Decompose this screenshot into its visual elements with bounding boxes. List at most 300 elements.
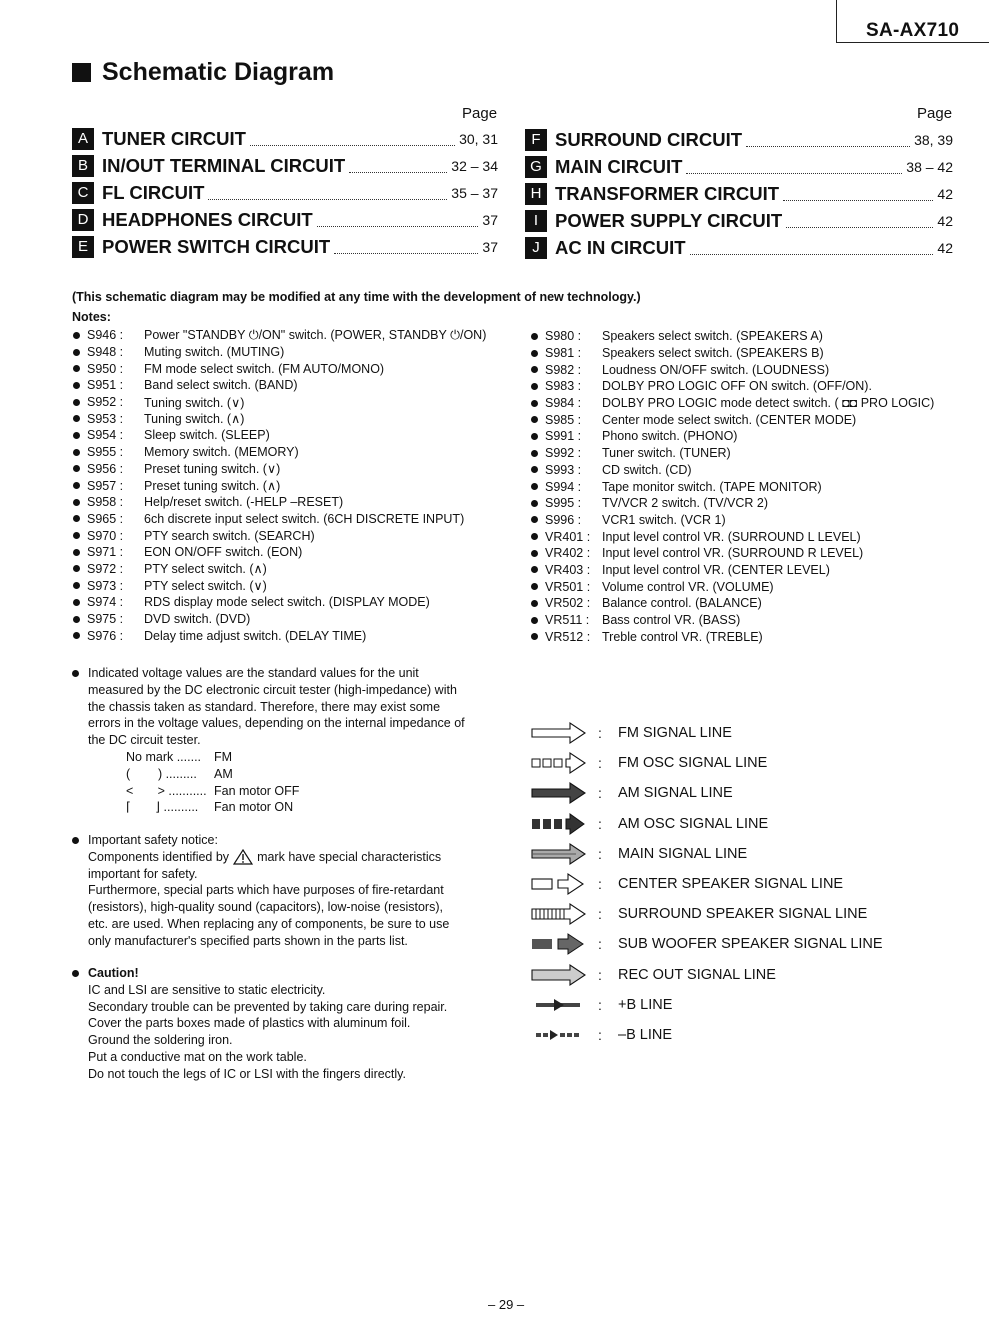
safety-note-text: mark have special characteristics — [257, 849, 442, 864]
toc-left — [72, 125, 498, 260]
legend-row — [530, 929, 883, 959]
section-letter-icon: D — [72, 209, 94, 231]
legend-row — [530, 869, 883, 899]
legend-colon: : — [598, 815, 602, 832]
toc-item-page: 38, 39 — [914, 131, 953, 148]
caution-line: Do not touch the legs of IC or LSI with the fingers directly. — [88, 1066, 406, 1081]
toc-item[interactable] — [525, 180, 953, 207]
toc-item-name: AC IN CIRCUIT — [555, 236, 686, 258]
bullet-icon — [73, 515, 80, 522]
safety-note-line: important for safety. — [88, 866, 198, 881]
switch-description: DOLBY PRO LOGIC mode detect switch. ( ◘◘ PRO LOGIC) — [602, 396, 935, 411]
voltage-mark-meaning: AM — [214, 766, 233, 781]
switch-row — [73, 627, 486, 644]
switch-code: S970 : — [87, 528, 124, 543]
voltage-marks — [126, 749, 498, 816]
switch-row — [73, 360, 486, 377]
section-letter-icon: B — [72, 155, 94, 177]
bullet-icon — [73, 349, 80, 356]
switch-row — [531, 595, 934, 612]
switch-description: CD switch. (CD) — [602, 462, 692, 477]
bullet-icon — [73, 582, 80, 589]
legend-label: FM OSC SIGNAL LINE — [618, 755, 768, 772]
switch-row — [531, 361, 934, 378]
switch-description: Center mode select switch. (CENTER MODE) — [602, 412, 857, 427]
toc-item[interactable] — [525, 207, 953, 234]
legend-label: AM SIGNAL LINE — [618, 785, 733, 802]
bullet-icon — [531, 466, 538, 473]
switch-description: Power "STANDBY ⏻/ON" switch. (POWER, STANDBY ⏻/ON) — [144, 327, 487, 342]
switch-code: S976 : — [87, 628, 124, 643]
switch-code: VR511 : — [545, 613, 590, 628]
voltage-mark: ⌈ ⌋ .......... — [126, 800, 199, 815]
switch-row — [73, 344, 486, 361]
switch-row — [531, 512, 934, 529]
bullet-icon — [531, 433, 538, 440]
switch-code: S972 : — [87, 561, 124, 576]
voltage-note-line: errors in the voltage values, depending on the internal impedance of — [88, 716, 465, 731]
section-letter-icon: J — [525, 237, 547, 259]
sub-woofer-arrow-icon — [530, 931, 590, 957]
switch-code: S974 : — [87, 595, 124, 610]
page-column-header-right: Page — [917, 105, 953, 122]
section-letter-icon: H — [525, 183, 547, 205]
switch-row — [531, 462, 934, 479]
bullet-icon — [72, 670, 79, 677]
voltage-note-line: the DC circuit tester. — [88, 733, 201, 748]
switch-code: S992 : — [545, 446, 582, 461]
bullet-icon — [531, 333, 538, 340]
toc-item[interactable] — [72, 152, 498, 179]
switch-code: S994 : — [545, 479, 582, 494]
safety-note-body — [88, 866, 498, 950]
switch-row — [73, 477, 486, 494]
legend-label: REC OUT SIGNAL LINE — [618, 966, 776, 983]
switch-code: S973 : — [87, 578, 124, 593]
switch-row — [531, 528, 934, 545]
toc-item-page: 42 — [937, 185, 953, 202]
switch-description: Input level control VR. (SURROUND L LEVEL) — [602, 529, 861, 544]
legend-colon: : — [598, 845, 602, 862]
center-speaker-arrow-icon — [530, 871, 590, 897]
bullet-icon — [73, 365, 80, 372]
voltage-note-line: the chassis taken as standard. Therefore, there may exist some — [88, 699, 441, 714]
switch-row — [73, 494, 486, 511]
toc-leader — [317, 213, 479, 227]
legend-row — [530, 809, 883, 839]
fm-osc-signal-arrow-icon — [530, 750, 590, 776]
switch-description: Band select switch. (BAND) — [144, 378, 298, 393]
bullet-icon — [531, 617, 538, 624]
warning-triangle-icon — [233, 849, 253, 865]
legend-colon: : — [598, 725, 602, 742]
switch-description: Tuning switch. (∧) — [144, 412, 245, 427]
minus-b-line-icon — [530, 1022, 590, 1048]
voltage-mark-row — [126, 766, 498, 783]
legend-row — [530, 1020, 883, 1050]
voltage-mark-row — [126, 799, 498, 816]
switch-description: 6ch discrete input select switch. (6CH DISCRETE INPUT) — [144, 511, 465, 526]
toc-item-name: TUNER CIRCUIT — [102, 127, 246, 149]
voltage-note — [88, 665, 498, 816]
switch-code: VR403 : — [545, 562, 591, 577]
bullet-icon — [531, 566, 538, 573]
bullet-icon — [531, 550, 538, 557]
bullet-icon — [531, 383, 538, 390]
legend-label: –B LINE — [618, 1026, 672, 1043]
voltage-mark-row — [126, 783, 498, 800]
toc-item-page: 42 — [937, 239, 953, 256]
switch-code: S975 : — [87, 612, 124, 627]
bullet-icon — [531, 600, 538, 607]
switch-row — [73, 561, 486, 578]
toc-leader — [349, 159, 447, 173]
toc-item[interactable] — [72, 233, 498, 260]
legend-colon: : — [598, 755, 602, 772]
switch-row — [531, 445, 934, 462]
switch-code: VR501 : — [545, 579, 591, 594]
legend-row — [530, 899, 883, 929]
voltage-mark: < > ........... — [126, 783, 207, 798]
title-bullet-icon — [72, 63, 91, 82]
safety-note-line: Furthermore, special parts which have purposes of fire-retardant — [88, 883, 444, 898]
legend-label: CENTER SPEAKER SIGNAL LINE — [618, 876, 844, 893]
safety-note-line — [88, 849, 498, 866]
switch-row — [531, 578, 934, 595]
switch-description: FM mode select switch. (FM AUTO/MONO) — [144, 361, 385, 376]
toc-item[interactable] — [72, 179, 498, 206]
legend-label: +B LINE — [618, 996, 673, 1013]
legend-colon: : — [598, 785, 602, 802]
switch-description: Muting switch. (MUTING) — [144, 345, 285, 360]
switch-row — [531, 545, 934, 562]
surround-speaker-arrow-icon — [530, 901, 590, 927]
disclaimer: (This schematic diagram may be modified at any time with the development of new technology.) — [72, 290, 641, 304]
switch-code: S982 : — [545, 362, 582, 377]
switch-list-left — [73, 327, 486, 644]
switch-code: VR512 : — [545, 629, 591, 644]
bullet-icon — [531, 400, 538, 407]
legend-colon: : — [598, 906, 602, 923]
bullet-icon — [73, 382, 80, 389]
safety-note-line: (resistors), high-quality sound (capacitors), low-noise (resistors), — [88, 900, 443, 915]
toc-item-page: 37 — [482, 211, 498, 228]
bullet-icon — [73, 599, 80, 606]
switch-code: S981 : — [545, 346, 582, 361]
legend-colon: : — [598, 996, 602, 1013]
legend-colon: : — [598, 966, 602, 983]
switch-code: S996 : — [545, 512, 582, 527]
switch-row — [531, 345, 934, 362]
am-signal-arrow-icon — [530, 780, 590, 806]
switch-row — [531, 495, 934, 512]
switch-list-right — [531, 328, 934, 645]
voltage-note-text — [88, 665, 498, 749]
bullet-icon — [72, 970, 79, 977]
switch-code: S991 : — [545, 429, 582, 444]
bullet-icon — [531, 350, 538, 357]
legend-label: FM SIGNAL LINE — [618, 725, 732, 742]
switch-code: S948 : — [87, 345, 124, 360]
switch-row — [73, 427, 486, 444]
notes-label: Notes: — [72, 310, 111, 324]
bullet-icon — [531, 633, 538, 640]
switch-row — [73, 544, 486, 561]
toc-item[interactable] — [72, 125, 498, 152]
switch-description: RDS display mode select switch. (DISPLAY MODE) — [144, 595, 430, 610]
voltage-mark-meaning: FM — [214, 749, 233, 764]
toc-item-page: 32 – 34 — [451, 157, 498, 174]
switch-row — [73, 377, 486, 394]
bullet-icon — [531, 450, 538, 457]
legend-colon: : — [598, 876, 602, 893]
bullet-icon — [73, 532, 80, 539]
section-letter-icon: A — [72, 128, 94, 150]
bullet-icon — [531, 416, 538, 423]
switch-description: Input level control VR. (SURROUND R LEVEL) — [602, 546, 864, 561]
switch-description: DOLBY PRO LOGIC OFF ON switch. (OFF/ON). — [602, 379, 872, 394]
safety-note-heading: Important safety notice: — [88, 833, 218, 847]
toc-item-name: HEADPHONES CIRCUIT — [102, 208, 313, 230]
switch-description: Tape monitor switch. (TAPE MONITOR) — [602, 479, 822, 494]
section-letter-icon: G — [525, 156, 547, 178]
switch-description: PTY select switch. (∨) — [144, 579, 267, 594]
switch-row — [73, 577, 486, 594]
switch-code: S971 : — [87, 545, 124, 560]
safety-note-text: Components identified by — [88, 849, 230, 864]
caution-line: Secondary trouble can be prevented by taking care during repair. — [88, 999, 448, 1014]
legend-row — [530, 960, 883, 990]
switch-description: Loudness ON/OFF switch. (LOUDNESS) — [602, 362, 830, 377]
section-letter-icon: E — [72, 236, 94, 258]
voltage-mark-meaning: Fan motor OFF — [214, 783, 300, 798]
switch-description: PTY select switch. (∧) — [144, 562, 267, 577]
switch-row — [531, 612, 934, 629]
switch-code: S950 : — [87, 361, 124, 376]
legend-label: SUB WOOFER SPEAKER SIGNAL LINE — [618, 936, 883, 953]
bullet-icon — [531, 483, 538, 490]
switch-row — [73, 594, 486, 611]
bullet-icon — [531, 500, 538, 507]
toc-leader — [786, 214, 933, 228]
fm-signal-arrow-icon — [530, 720, 590, 746]
switch-code: VR502 : — [545, 596, 591, 611]
toc-leader — [783, 187, 933, 201]
bullet-icon — [73, 565, 80, 572]
toc-item-name: TRANSFORMER CIRCUIT — [555, 182, 780, 204]
switch-row — [531, 378, 934, 395]
switch-description: DVD switch. (DVD) — [144, 612, 251, 627]
switch-description: Balance control. (BALANCE) — [602, 596, 762, 611]
switch-code: VR401 : — [545, 529, 591, 544]
switch-row — [531, 478, 934, 495]
caution-line: Put a conductive mat on the work table. — [88, 1049, 307, 1064]
bullet-icon — [531, 583, 538, 590]
safety-note-line: only manufacturer's specified parts shown in the parts list. — [88, 933, 408, 948]
switch-code: S953 : — [87, 411, 124, 426]
safety-note — [88, 832, 498, 950]
switch-code: S984 : — [545, 396, 582, 411]
safety-note-line: etc. are used. When replacing any of components, be sure to use — [88, 916, 450, 931]
switch-description: EON ON/OFF switch. (EON) — [144, 545, 303, 560]
switch-description: Tuning switch. (∨) — [144, 395, 245, 410]
switch-description: Speakers select switch. (SPEAKERS A) — [602, 329, 823, 344]
switch-code: S993 : — [545, 462, 582, 477]
model-number: SA-AX710 — [866, 20, 960, 41]
toc-item-name: SURROUND CIRCUIT — [555, 128, 743, 150]
caution-line: Ground the soldering iron. — [88, 1033, 233, 1048]
voltage-mark-meaning: Fan motor ON — [214, 800, 294, 815]
toc-leader — [334, 240, 478, 254]
switch-description: Preset tuning switch. (∨) — [144, 462, 281, 477]
toc-leader — [250, 132, 455, 146]
signal-legend — [530, 718, 883, 1050]
bullet-icon — [73, 499, 80, 506]
switch-row — [73, 444, 486, 461]
bullet-icon — [73, 616, 80, 623]
switch-row — [73, 394, 486, 411]
toc-item-name: FL CIRCUIT — [102, 181, 205, 203]
rec-out-arrow-icon — [530, 962, 590, 988]
switch-row — [73, 461, 486, 478]
caution-line: Cover the parts boxes made of plastics with aluminum foil. — [88, 1016, 411, 1031]
toc-item-name: POWER SUPPLY CIRCUIT — [555, 209, 783, 231]
voltage-mark: No mark ....... — [126, 749, 202, 764]
toc-item-page: 38 – 42 — [906, 158, 953, 175]
switch-description: Treble control VR. (TREBLE) — [602, 629, 763, 644]
toc-leader — [746, 133, 910, 147]
switch-code: S958 : — [87, 495, 124, 510]
switch-code: S965 : — [87, 511, 124, 526]
bullet-icon — [73, 449, 80, 456]
bullet-icon — [73, 399, 80, 406]
toc-item[interactable] — [525, 153, 953, 180]
voltage-mark-row — [126, 749, 498, 766]
switch-code: S995 : — [545, 496, 582, 511]
page-number: – 29 – — [488, 1297, 525, 1312]
section-letter-icon: C — [72, 182, 94, 204]
switch-code: VR402 : — [545, 546, 591, 561]
bullet-icon — [73, 482, 80, 489]
voltage-note-line: Indicated voltage values are the standard values for the unit — [88, 666, 419, 680]
bullet-icon — [531, 533, 538, 540]
caution-heading: Caution! — [88, 966, 139, 980]
toc-item-page: 35 – 37 — [451, 184, 498, 201]
bullet-icon — [73, 465, 80, 472]
bullet-icon — [531, 516, 538, 523]
switch-description: Tuner switch. (TUNER) — [602, 446, 731, 461]
am-osc-signal-arrow-icon — [530, 811, 590, 837]
bullet-icon — [73, 332, 80, 339]
switch-code: S980 : — [545, 329, 582, 344]
switch-row — [73, 410, 486, 427]
voltage-note-line: measured by the DC electronic circuit tester (high-impedance) with — [88, 682, 457, 697]
switch-description: Bass control VR. (BASS) — [602, 613, 741, 628]
toc-item-name: POWER SWITCH CIRCUIT — [102, 235, 331, 257]
switch-description: Speakers select switch. (SPEAKERS B) — [602, 346, 824, 361]
switch-description: Memory switch. (MEMORY) — [144, 445, 299, 460]
legend-row — [530, 748, 883, 778]
switch-code: S952 : — [87, 395, 124, 410]
toc-item[interactable] — [72, 206, 498, 233]
legend-row — [530, 839, 883, 869]
toc-leader — [686, 160, 902, 174]
switch-description: Volume control VR. (VOLUME) — [602, 579, 774, 594]
switch-description: PTY search switch. (SEARCH) — [144, 528, 315, 543]
legend-row — [530, 718, 883, 748]
switch-row — [531, 395, 934, 412]
main-signal-arrow-icon — [530, 841, 590, 867]
legend-label: SURROUND SPEAKER SIGNAL LINE — [618, 906, 868, 923]
toc-item-page: 37 — [482, 238, 498, 255]
switch-description: Input level control VR. (CENTER LEVEL) — [602, 562, 830, 577]
switch-description: Phono switch. (PHONO) — [602, 429, 738, 444]
legend-colon: : — [598, 1026, 602, 1043]
bullet-icon — [73, 415, 80, 422]
switch-row — [73, 611, 486, 628]
switch-row — [531, 411, 934, 428]
bullet-icon — [73, 632, 80, 639]
toc-item-page: 30, 31 — [459, 130, 498, 147]
switch-code: S955 : — [87, 445, 124, 460]
switch-row — [531, 428, 934, 445]
page-title-text: Schematic Diagram — [102, 58, 335, 86]
toc-right — [525, 126, 953, 261]
switch-row — [73, 527, 486, 544]
switch-row — [73, 327, 486, 344]
bullet-icon — [531, 366, 538, 373]
switch-code: S951 : — [87, 378, 124, 393]
switch-row — [531, 328, 934, 345]
toc-item[interactable] — [525, 234, 953, 261]
switch-description: TV/VCR 2 switch. (TV/VCR 2) — [602, 496, 768, 511]
toc-item-name: IN/OUT TERMINAL CIRCUIT — [102, 154, 346, 176]
legend-row — [530, 990, 883, 1020]
toc-leader — [690, 241, 934, 255]
switch-code: S956 : — [87, 461, 124, 476]
voltage-mark: ( ) ......... — [126, 766, 197, 781]
caution-note — [88, 965, 508, 1083]
switch-row — [531, 628, 934, 645]
legend-label: MAIN SIGNAL LINE — [618, 845, 748, 862]
switch-code: S946 : — [87, 328, 124, 343]
section-letter-icon: I — [525, 210, 547, 232]
bullet-icon — [73, 432, 80, 439]
switch-code: S983 : — [545, 379, 582, 394]
bullet-icon — [72, 837, 79, 844]
plus-b-line-icon — [530, 992, 590, 1018]
page-title — [72, 58, 334, 87]
switch-description: Preset tuning switch. (∧) — [144, 479, 281, 494]
toc-leader — [208, 186, 447, 200]
toc-item-name: MAIN CIRCUIT — [555, 155, 683, 177]
section-letter-icon: F — [525, 129, 547, 151]
switch-code: S957 : — [87, 478, 124, 493]
switch-description: Delay time adjust switch. (DELAY TIME) — [144, 628, 367, 643]
toc-item-page: 42 — [937, 212, 953, 229]
page-column-header-left: Page — [462, 105, 498, 122]
switch-code: S985 : — [545, 412, 582, 427]
switch-description: VCR1 switch. (VCR 1) — [602, 512, 726, 527]
legend-label: AM OSC SIGNAL LINE — [618, 815, 769, 832]
legend-colon: : — [598, 936, 602, 953]
switch-row — [73, 511, 486, 528]
switch-description: Sleep switch. (SLEEP) — [144, 428, 270, 443]
legend-row — [530, 778, 883, 808]
switch-description: Help/reset switch. (-HELP –RESET) — [144, 495, 344, 510]
caution-line: IC and LSI are sensitive to static electricity. — [88, 982, 326, 997]
toc-item[interactable] — [525, 126, 953, 153]
